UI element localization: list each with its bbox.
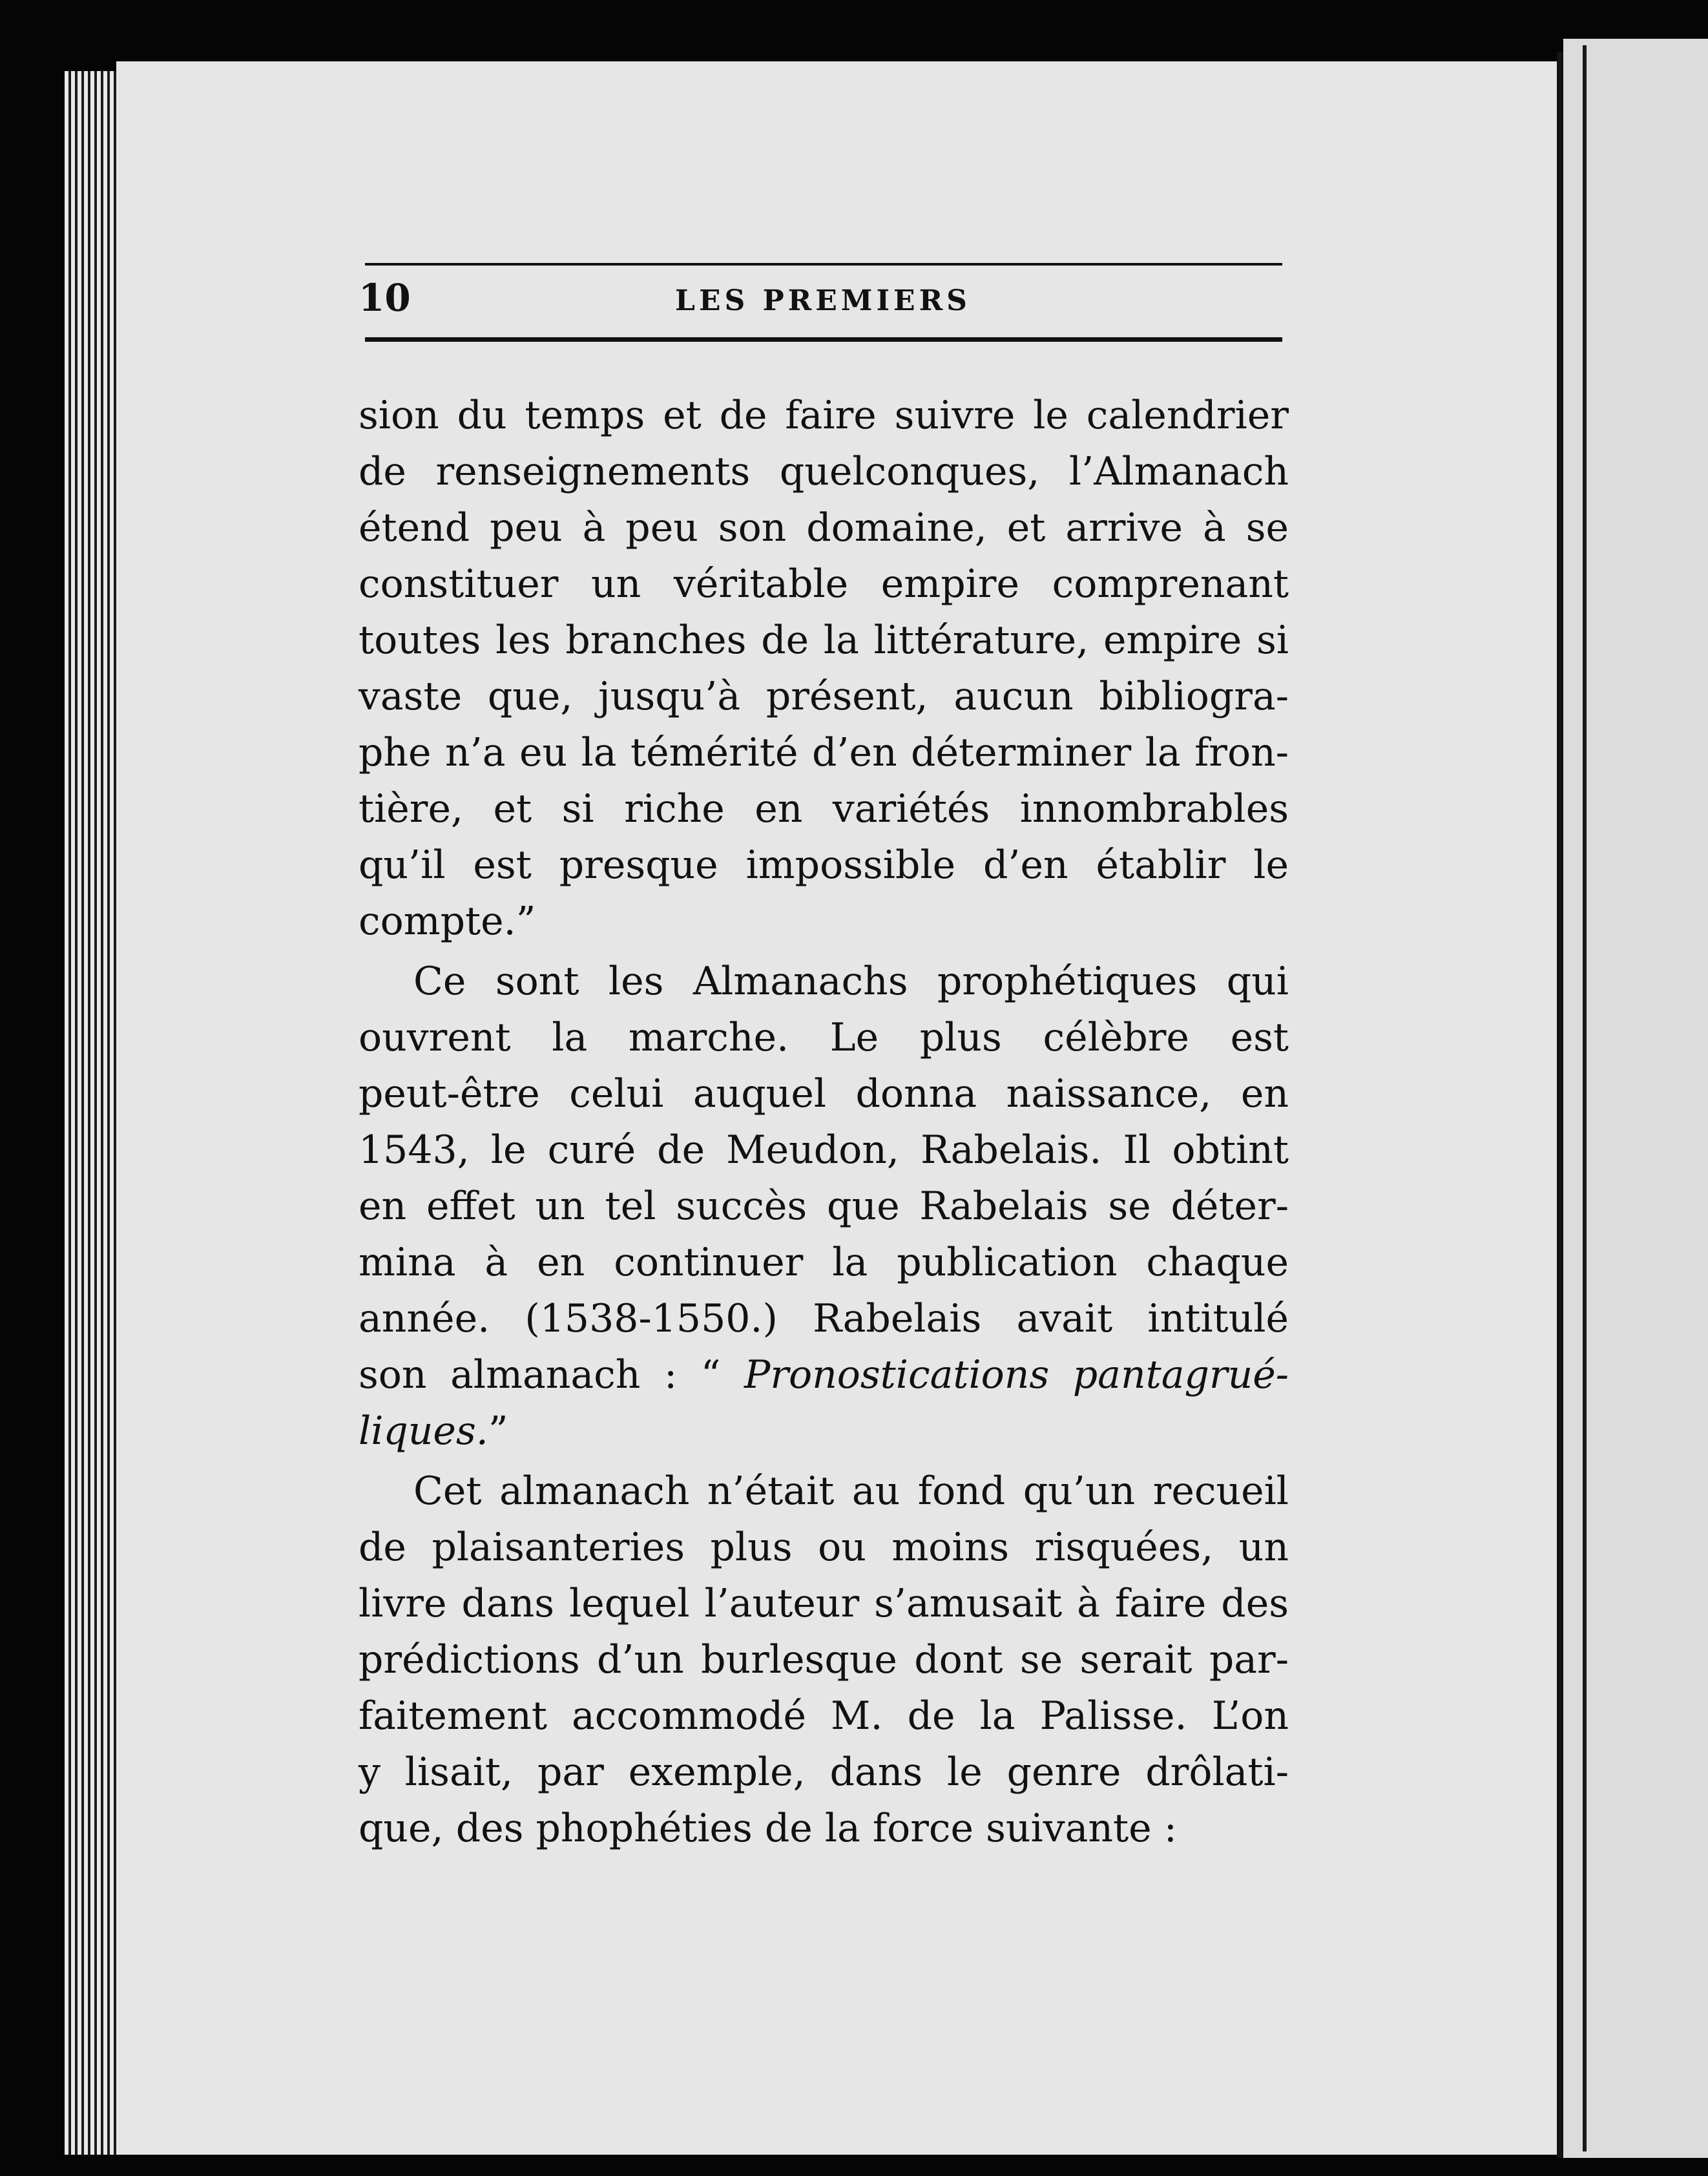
paragraph-1 bbox=[359, 388, 1289, 950]
book-title-italic: Pronostications pantagrué- bbox=[744, 1352, 1289, 1397]
text-line: phe n’a eu la témérité d’en déterminer la fron- bbox=[359, 730, 1289, 775]
text-line: sion du temps et de faire suivre le calendrier bbox=[359, 393, 1289, 438]
text-line-with-title bbox=[359, 1347, 1289, 1403]
text-line: prédictions d’un burlesque dont se serait par- bbox=[359, 1637, 1289, 1682]
paragraph-2 bbox=[359, 954, 1289, 1459]
body-text bbox=[359, 388, 1289, 1857]
text-line: constituer un véritable empire comprenant bbox=[359, 561, 1289, 607]
text-line: livre dans lequel l’auteur s’amusait à faire des bbox=[359, 1581, 1289, 1626]
text-line-with-title-end bbox=[359, 1403, 1289, 1459]
text-line: toutes les branches de la littérature, empire si bbox=[359, 618, 1289, 663]
text-span: son almanach : “ bbox=[359, 1352, 744, 1397]
text-line: de plaisanteries plus ou moins risquées, un bbox=[359, 1525, 1289, 1570]
paragraph-3 bbox=[359, 1463, 1289, 1857]
text-line: mina à en continuer la publication chaque bbox=[359, 1240, 1289, 1285]
text-line: faitement accommodé M. de la Palisse. L’on bbox=[359, 1693, 1289, 1739]
text-line: que, des phophéties de la force suivante : bbox=[359, 1806, 1177, 1851]
closing-quote: ” bbox=[488, 1408, 508, 1454]
text-line: y lisait, par exemple, dans le genre drôlati- bbox=[359, 1750, 1289, 1795]
book-title-italic-end: liques. bbox=[359, 1408, 488, 1454]
text-line: compte.” bbox=[359, 899, 536, 944]
facing-page-border bbox=[1583, 45, 1587, 2151]
text-line: en effet un tel succès que Rabelais se déter- bbox=[359, 1184, 1289, 1229]
header-rule-top bbox=[365, 263, 1282, 266]
text-line: vaste que, jusqu’à présent, aucun bibliogra- bbox=[359, 674, 1289, 719]
header-rule-bottom bbox=[365, 337, 1282, 342]
page-number: 10 bbox=[359, 276, 411, 320]
text-line: ouvrent la marche. Le plus célèbre est bbox=[359, 1015, 1289, 1060]
text-line: peut-être celui auquel donna naissance, en bbox=[359, 1071, 1289, 1116]
running-title: LES PREMIERS bbox=[675, 284, 971, 317]
text-line: 1543, le curé de Meudon, Rabelais. Il obtint bbox=[359, 1127, 1289, 1173]
text-line: qu’il est presque impossible d’en établir le bbox=[359, 842, 1289, 888]
text-line: étend peu à peu son domaine, et arrive à se bbox=[359, 505, 1289, 550]
text-line: de renseignements quelconques, l’Almanach bbox=[359, 449, 1289, 494]
text-line: Ce sont les Almanachs prophétiques qui bbox=[413, 959, 1289, 1004]
text-line: Cet almanach n’était au fond qu’un recueil bbox=[413, 1469, 1289, 1514]
text-line: année. (1538-1550.) Rabelais avait intitulé bbox=[359, 1296, 1289, 1341]
text-line: tière, et si riche en variétés innombrables bbox=[359, 786, 1289, 832]
